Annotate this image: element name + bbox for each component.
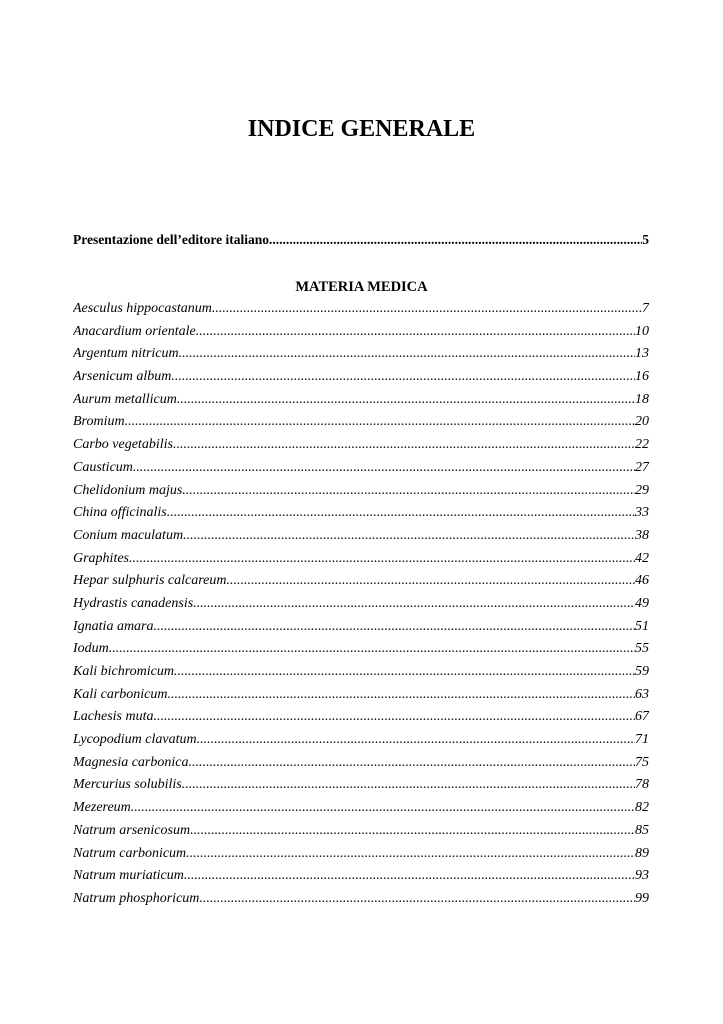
toc-entry-page: 27: [635, 459, 649, 475]
toc-entry: [73, 434, 649, 457]
toc-leader-dots: [109, 638, 635, 661]
toc-entry-page: 10: [635, 323, 649, 339]
section-heading: MATERIA MEDICA: [295, 279, 428, 295]
toc-entry-label: Graphites: [73, 550, 129, 566]
toc-entry-label: Mercurius solubilis: [73, 777, 182, 793]
toc-entry-page: 85: [635, 822, 649, 838]
toc-entry-label: Arsenicum album: [73, 369, 172, 385]
toc-entry: [73, 638, 649, 661]
toc-entry-label: Kali carbonicum: [73, 686, 168, 702]
toc-leader-dots: [133, 457, 635, 480]
toc-entry: [73, 593, 649, 616]
toc-entry: [73, 570, 649, 593]
toc-entry-label: Bromium: [73, 414, 125, 430]
toc-leader-dots: [199, 888, 635, 911]
toc-entry: [73, 321, 649, 344]
toc-leader-dots: [226, 570, 635, 593]
toc-entry-label: Lycopodium clavatum: [73, 732, 197, 748]
toc-leader-dots: [173, 434, 635, 457]
toc-entry-label: Ignatia amara: [73, 618, 154, 634]
toc-entry: [73, 752, 649, 775]
toc-leader-dots: [212, 298, 642, 321]
toc-entry-label: Mezereum: [73, 800, 131, 816]
toc-leader-dots: [193, 593, 635, 616]
toc-entry-page: 75: [635, 754, 649, 770]
toc-leader-dots: [167, 502, 635, 525]
toc-entry: [73, 820, 649, 843]
toc-entry-label: Hydrastis canadensis: [73, 595, 194, 611]
toc-entry: [73, 502, 649, 525]
toc-entry: [73, 616, 649, 639]
toc-entry-label: Magnesia carbonica: [73, 754, 189, 770]
toc-entry: [73, 298, 649, 321]
toc-entry-label: Natrum muriaticum: [73, 868, 184, 884]
toc-entry-label: Presentazione dell’editore italiano: [73, 232, 269, 247]
toc-leader-dots: [125, 411, 635, 434]
toc-leader-dots: [177, 389, 635, 412]
toc-entry: [73, 411, 649, 434]
toc-leader-dots: [182, 480, 635, 503]
toc-entry: [73, 684, 649, 707]
toc-leader-dots: [179, 343, 635, 366]
toc-leader-dots: [168, 684, 636, 707]
toc-entry-page: 22: [635, 437, 649, 453]
toc-leader-dots: [129, 548, 635, 571]
toc-entry-page: 16: [635, 369, 649, 385]
toc-entry: [73, 797, 649, 820]
toc-entry-label: Natrum carbonicum: [73, 845, 187, 861]
toc-leader-dots: [269, 230, 642, 250]
toc-entry-label: Hepar sulphuris calcareum: [73, 573, 227, 589]
toc-entry-page: 18: [635, 391, 649, 407]
toc-entry-page: 55: [635, 641, 649, 657]
toc-leader-dots: [183, 525, 635, 548]
toc-entry-page: 78: [635, 777, 649, 793]
toc-leader-dots: [196, 321, 635, 344]
toc-entry-label: Causticum: [73, 459, 133, 475]
toc-entry-page: 89: [635, 845, 649, 861]
toc-entry-label: Natrum arsenicosum: [73, 822, 191, 838]
toc-leader-dots: [182, 774, 635, 797]
toc-entry-page: 5: [642, 232, 649, 247]
toc-entry-label: Natrum phosphoricum: [73, 890, 200, 906]
toc-entry-page: 20: [635, 414, 649, 430]
toc-entry-page: 51: [635, 618, 649, 634]
page-title: INDICE GENERALE: [247, 116, 476, 142]
toc-entry-page: 99: [635, 890, 649, 906]
toc-leader-dots: [154, 706, 636, 729]
toc-entry: [73, 480, 649, 503]
toc-entry-label: Anacardium orientale: [73, 323, 196, 339]
toc-entry: [73, 774, 649, 797]
toc-leader-dots: [184, 865, 635, 888]
toc-entry: [73, 366, 649, 389]
toc-leader-dots: [197, 729, 635, 752]
toc-entry: [73, 548, 649, 571]
toc-entry-page: 13: [635, 346, 649, 362]
toc-entry: [73, 729, 649, 752]
toc-entry-page: 42: [635, 550, 649, 566]
toc-entry-page: 71: [635, 732, 649, 748]
toc-leader-dots: [154, 616, 636, 639]
toc-entry-label: Aurum metallicum: [73, 391, 177, 407]
toc-entry: [73, 865, 649, 888]
toc-entry-label: China officinalis: [73, 505, 167, 521]
toc-entry: [73, 843, 649, 866]
toc-entry: [73, 706, 649, 729]
toc-entry: [73, 343, 649, 366]
toc-entry-label: Conium maculatum: [73, 527, 184, 543]
toc-entry-page: 82: [635, 800, 649, 816]
toc-entry-label: Iodum: [73, 641, 109, 657]
toc-entry: [73, 457, 649, 480]
toc-leader-dots: [188, 752, 635, 775]
toc-entry-page: 67: [635, 709, 649, 725]
toc-entry-page: 7: [642, 301, 649, 316]
toc-entry-page: 33: [635, 505, 649, 521]
toc-leader-dots: [190, 820, 635, 843]
toc-entry-page: 29: [635, 482, 649, 498]
toc-entry-presentation: [73, 230, 649, 250]
toc-leader-dots: [171, 366, 635, 389]
toc-entries-list: [0, 298, 723, 911]
toc-entry: [73, 389, 649, 412]
toc-entry-label: Aesculus hippocastanum: [73, 301, 212, 316]
toc-entry-page: 38: [635, 527, 649, 543]
toc-leader-dots: [186, 843, 635, 866]
toc-entry-page: 49: [635, 595, 649, 611]
toc-entry-label: Kali bichromicum: [73, 664, 174, 679]
toc-entry-label: Argentum nitricum: [73, 346, 179, 362]
toc-entry-label: Carbo vegetabilis: [73, 437, 173, 453]
toc-entry-label: Chelidonium majus: [73, 482, 183, 498]
toc-entry-page: 59: [635, 664, 649, 679]
toc-entry-page: 93: [635, 868, 649, 884]
toc-leader-dots: [174, 661, 635, 684]
toc-entry-label: Lachesis muta: [73, 709, 154, 725]
toc-leader-dots: [131, 797, 635, 820]
toc-entry: [73, 525, 649, 548]
toc-entry: [73, 661, 649, 684]
toc-entry-page: 46: [635, 573, 649, 589]
toc-entry: [73, 888, 649, 911]
toc-entry-page: 63: [635, 686, 649, 702]
